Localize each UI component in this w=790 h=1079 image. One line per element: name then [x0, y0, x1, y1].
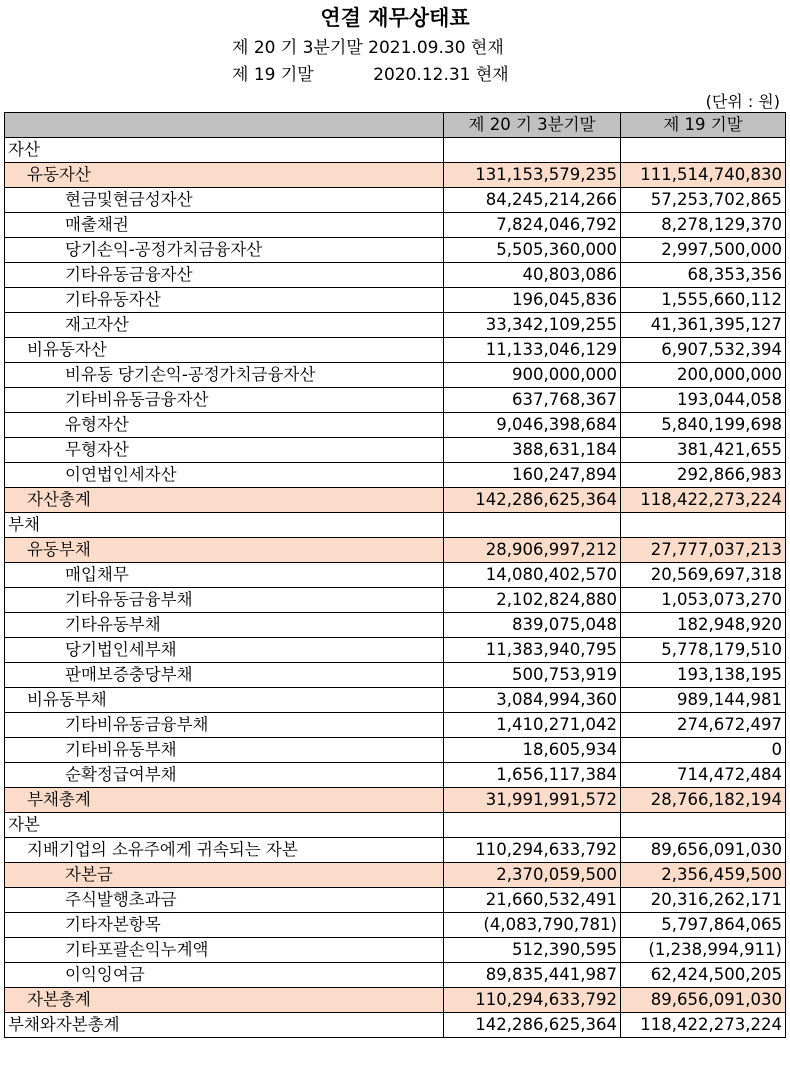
prior-period-value: 89,656,091,030 [621, 838, 786, 863]
header-cell-current: 제 20 기 3분기말 [444, 113, 621, 138]
account-label: 주식발행초과금 [5, 888, 444, 913]
current-period-value: 839,075,048 [444, 613, 621, 638]
current-period-value: 131,153,579,235 [444, 163, 621, 188]
account-label: 유동부채 [5, 538, 444, 563]
current-period-value: 31,991,991,572 [444, 788, 621, 813]
current-period-value: 11,383,940,795 [444, 638, 621, 663]
table-row [5, 663, 786, 688]
table-row [5, 413, 786, 438]
table-row [5, 688, 786, 713]
table-row [5, 863, 786, 888]
account-label: 비유동자산 [5, 338, 444, 363]
account-label: 기타유동금융부채 [5, 588, 444, 613]
table-row [5, 813, 786, 838]
account-label: 이익잉여금 [5, 963, 444, 988]
account-label: 자본총계 [5, 988, 444, 1013]
account-label: 재고자산 [5, 313, 444, 338]
current-period-value: 110,294,633,792 [444, 838, 621, 863]
account-label: 판매보증충당부채 [5, 663, 444, 688]
account-label: 비유동부채 [5, 688, 444, 713]
table-row [5, 838, 786, 863]
prior-period-value: 292,866,983 [621, 463, 786, 488]
table-row [5, 438, 786, 463]
current-period-value: 1,410,271,042 [444, 713, 621, 738]
account-label: 유동자산 [5, 163, 444, 188]
table-row [5, 338, 786, 363]
report-title: 연결 재무상태표 [320, 6, 470, 30]
prior-period-value [621, 813, 786, 838]
balance-sheet-table [4, 112, 786, 1038]
prior-period-value: 193,138,195 [621, 663, 786, 688]
prior-period-value: 57,253,702,865 [621, 188, 786, 213]
prior-period-value: 2,356,459,500 [621, 863, 786, 888]
account-label: 기타유동부채 [5, 613, 444, 638]
current-period-value: 84,245,214,266 [444, 188, 621, 213]
prior-period-value: 714,472,484 [621, 763, 786, 788]
current-period-value: 11,133,046,129 [444, 338, 621, 363]
table-row [5, 138, 786, 163]
table-row [5, 938, 786, 963]
account-label: 매입채무 [5, 563, 444, 588]
prior-period-value [621, 513, 786, 538]
prior-period-value: 20,316,262,171 [621, 888, 786, 913]
table-row [5, 288, 786, 313]
current-period-value: 500,753,919 [444, 663, 621, 688]
current-period-value: 110,294,633,792 [444, 988, 621, 1013]
table-row [5, 513, 786, 538]
table-row [5, 313, 786, 338]
current-period-value: 9,046,398,684 [444, 413, 621, 438]
prior-period-value: 5,778,179,510 [621, 638, 786, 663]
table-row [5, 538, 786, 563]
account-label: 기타유동자산 [5, 288, 444, 313]
prior-period-value [621, 138, 786, 163]
current-period-value: 2,370,059,500 [444, 863, 621, 888]
account-label: 지배기업의 소유주에게 귀속되는 자본 [5, 838, 444, 863]
prior-period-value: 1,053,073,270 [621, 588, 786, 613]
table-row [5, 363, 786, 388]
table-row [5, 188, 786, 213]
current-period-value: (4,083,790,781) [444, 913, 621, 938]
prior-period-value: 20,569,697,318 [621, 563, 786, 588]
period-prior: 제 19 기말 2020.12.31 현재 [232, 65, 509, 85]
current-period-value: 33,342,109,255 [444, 313, 621, 338]
table-row [5, 388, 786, 413]
current-period-value: 637,768,367 [444, 388, 621, 413]
account-label: 자본금 [5, 863, 444, 888]
current-period-value: 21,660,532,491 [444, 888, 621, 913]
prior-period-value: 200,000,000 [621, 363, 786, 388]
prior-period-value: 118,422,273,224 [621, 1013, 786, 1038]
table-row [5, 488, 786, 513]
table-row [5, 238, 786, 263]
prior-period-value: 62,424,500,205 [621, 963, 786, 988]
account-label: 부채 [5, 513, 444, 538]
current-period-value [444, 813, 621, 838]
account-label: 순확정급여부채 [5, 763, 444, 788]
prior-period-value: 6,907,532,394 [621, 338, 786, 363]
current-period-value: 28,906,997,212 [444, 538, 621, 563]
header-cell-prior: 제 19 기말 [621, 113, 786, 138]
table-row [5, 713, 786, 738]
current-period-value: 142,286,625,364 [444, 1013, 621, 1038]
current-period-value: 142,286,625,364 [444, 488, 621, 513]
table-row [5, 888, 786, 913]
account-label: 기타유동금융자산 [5, 263, 444, 288]
prior-period-value: 2,997,500,000 [621, 238, 786, 263]
current-period-value: 512,390,595 [444, 938, 621, 963]
current-period-value: 7,824,046,792 [444, 213, 621, 238]
prior-period-value: 0 [621, 738, 786, 763]
account-label: 무형자산 [5, 438, 444, 463]
period-current: 제 20 기 3분기말 2021.09.30 현재 [232, 38, 504, 58]
prior-period-value: 8,278,129,370 [621, 213, 786, 238]
prior-period-value: 1,555,660,112 [621, 288, 786, 313]
current-period-value [444, 513, 621, 538]
current-period-value: 1,656,117,384 [444, 763, 621, 788]
current-period-value: 388,631,184 [444, 438, 621, 463]
account-label: 당기법인세부채 [5, 638, 444, 663]
account-label: 자본 [5, 813, 444, 838]
account-label: 기타비유동부채 [5, 738, 444, 763]
table-row [5, 1013, 786, 1038]
table-row [5, 738, 786, 763]
prior-period-value: 28,766,182,194 [621, 788, 786, 813]
account-label: 부채와자본총계 [5, 1013, 444, 1038]
account-label: 당기손익-공정가치금융자산 [5, 238, 444, 263]
account-label: 기타비유동금융자산 [5, 388, 444, 413]
table-row [5, 163, 786, 188]
account-label: 비유동 당기손익-공정가치금융자산 [5, 363, 444, 388]
prior-period-value: 111,514,740,830 [621, 163, 786, 188]
prior-period-value: 5,840,199,698 [621, 413, 786, 438]
prior-period-value: 118,422,273,224 [621, 488, 786, 513]
table-row [5, 563, 786, 588]
table-row [5, 763, 786, 788]
unit-label: (단위 : 원) [705, 92, 780, 111]
prior-period-value: 381,421,655 [621, 438, 786, 463]
account-label: 기타포괄손익누계액 [5, 938, 444, 963]
table-row [5, 913, 786, 938]
report-header [0, 0, 790, 112]
prior-period-value: 41,361,395,127 [621, 313, 786, 338]
table-row [5, 963, 786, 988]
account-label: 이연법인세자산 [5, 463, 444, 488]
current-period-value: 196,045,836 [444, 288, 621, 313]
table-row [5, 788, 786, 813]
prior-period-value: (1,238,994,911) [621, 938, 786, 963]
current-period-value: 5,505,360,000 [444, 238, 621, 263]
table-row [5, 263, 786, 288]
current-period-value [444, 138, 621, 163]
table-row [5, 988, 786, 1013]
account-label: 기타자본항목 [5, 913, 444, 938]
current-period-value: 2,102,824,880 [444, 588, 621, 613]
current-period-value: 18,605,934 [444, 738, 621, 763]
account-label: 자산총계 [5, 488, 444, 513]
table-row [5, 463, 786, 488]
header-cell-account [5, 113, 444, 138]
prior-period-value: 89,656,091,030 [621, 988, 786, 1013]
table-row [5, 638, 786, 663]
table-row [5, 213, 786, 238]
prior-period-value: 182,948,920 [621, 613, 786, 638]
prior-period-value: 5,797,864,065 [621, 913, 786, 938]
table-row [5, 588, 786, 613]
prior-period-value: 68,353,356 [621, 263, 786, 288]
account-label: 현금및현금성자산 [5, 188, 444, 213]
account-label: 자산 [5, 138, 444, 163]
current-period-value: 3,084,994,360 [444, 688, 621, 713]
current-period-value: 900,000,000 [444, 363, 621, 388]
current-period-value: 89,835,441,987 [444, 963, 621, 988]
account-label: 매출채권 [5, 213, 444, 238]
account-label: 부채총계 [5, 788, 444, 813]
current-period-value: 160,247,894 [444, 463, 621, 488]
current-period-value: 14,080,402,570 [444, 563, 621, 588]
current-period-value: 40,803,086 [444, 263, 621, 288]
prior-period-value: 274,672,497 [621, 713, 786, 738]
table-header-row [5, 113, 786, 138]
prior-period-value: 989,144,981 [621, 688, 786, 713]
account-label: 유형자산 [5, 413, 444, 438]
account-label: 기타비유동금융부채 [5, 713, 444, 738]
prior-period-value: 193,044,058 [621, 388, 786, 413]
prior-period-value: 27,777,037,213 [621, 538, 786, 563]
table-row [5, 613, 786, 638]
